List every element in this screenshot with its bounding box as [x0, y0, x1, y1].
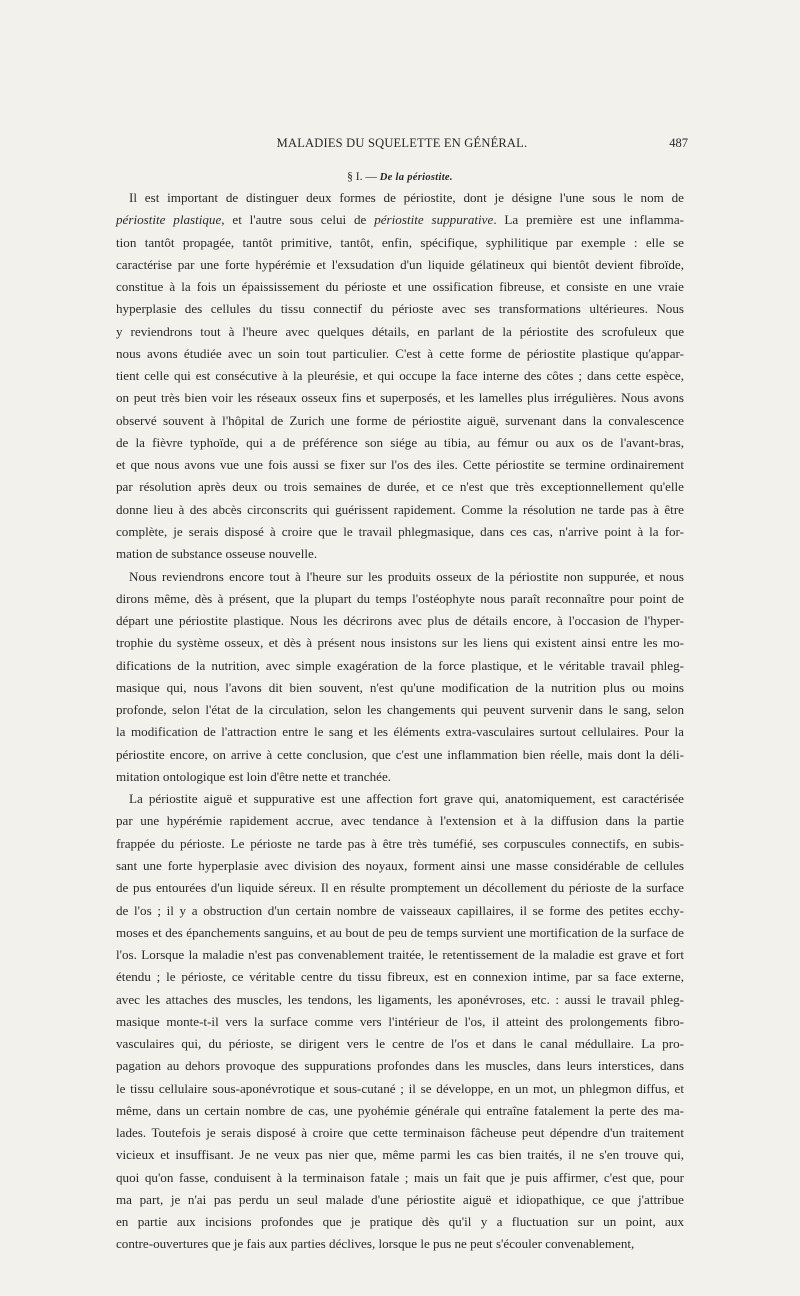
section-heading — [0, 171, 800, 183]
text-line: moses et des épanchements sanguins, et au bout de peu de temps survient une mortification de la surface de — [116, 924, 684, 940]
text-line: en partie aux incisions profondes que je pratique dès qu'il y a fluctuation sur un point, aux — [116, 1214, 684, 1230]
text-line: pagation au dehors provoque des suppurations profondes dans les muscles, dans leurs interstices, dans — [116, 1058, 684, 1074]
text-line: profonde, selon l'état de la circulation, selon les changements qui peuvent survenir dans le sang, selon — [116, 702, 684, 718]
text-line: nous avons étudiée avec un soin tout particulier. C'est à cette forme de périostite plastique qu'appar- — [116, 345, 684, 361]
text-line: même, dans un certain nombre de cas, une pyohémie générale qui entraîne fatalement la perte des ma- — [116, 1102, 684, 1118]
text-line: complète, je serais disposé à croire que le travail phlegmasique, dans ces cas, n'arrive point à la for- — [116, 523, 684, 539]
text-line: dirons même, dès à présent, que la plupart du temps l'ostéophyte nous paraît reconnaître pour point de — [116, 590, 684, 606]
text-line: de la fièvre typhoïde, qui a de préférence son siége au tibia, au fémur ou aux os de l'avant-bras, — [116, 434, 684, 450]
text-line: vasculaires qui, du périoste, se dirigent vers le centre de l'os et dans le canal médullaire. La pro- — [116, 1036, 684, 1052]
text-line: observé souvent à l'hôpital de Zurich une forme de périostite aiguë, survenant dans la convalescence — [116, 412, 684, 428]
section-marker: § I. — — [347, 171, 377, 183]
paragraph — [116, 187, 684, 566]
text-line: tion tantôt propagée, tantôt primitive, tantôt, enfin, spécifique, syphilitique par exemple : elle se — [116, 234, 684, 250]
text-line: le tissu cellulaire sous-aponévrotique et sous-cutané ; il se développe, en un mot, un phlegmon diffus, et — [116, 1080, 684, 1096]
text-line: masique qui, nous l'avons dit bien souvent, n'est qu'une modification de la nutrition plus ou moins — [116, 679, 684, 695]
text-line: lades. Toutefois je serais disposé à croire que cette terminaison fâcheuse peut dépendre d'un traitement — [116, 1125, 684, 1141]
text-line: masique monte-t-il vers la surface comme vers l'intérieur de l'os, il atteint des prolongements fibro- — [116, 1013, 684, 1029]
section-title: De la périostite. — [379, 172, 453, 183]
text-line: mation de substance osseuse nouvelle. — [116, 546, 318, 562]
text-line: difications de la nutrition, avec simple exagération de la force plastique, et le véritable travail phleg- — [116, 657, 684, 673]
text-line: frappée du périoste. Le périoste ne tarde pas à être très tuméfié, ses corpuscules connectifs, en subis- — [116, 835, 684, 851]
text-line: la modification de l'attraction entre le sang et les éléments extra-vasculaires surtout cellulaires. Pour la — [116, 724, 684, 740]
text-line: Il est important de distinguer deux formes de périostite, dont je désigne l'une sous le nom de — [129, 190, 684, 205]
text-line: étendu ; le périoste, ce véritable centre du tissu fibreux, est en connexion intime, par sa face externe, — [116, 969, 684, 985]
text-line: périostite plastique, et l'autre sous celui de périostite suppurative. La première est une inflamma- — [116, 212, 685, 228]
text-line: par une hypérémie rapidement accrue, avec tendance à l'extension et à la diffusion dans la partie — [116, 813, 684, 829]
text-line: l'os. Lorsque la maladie n'est pas convenablement traitée, le retentissement de la maladie est grave et fort — [116, 947, 684, 963]
text-line: caractérise par une forte hypérémie et l'exsudation d'un liquide gélatineux qui bientôt devient fibroïde, — [116, 256, 684, 272]
text-line: hyperplasie des cellules du tissu connectif du périoste avec ses transformations ultérieures. Nous — [116, 301, 684, 317]
text-line: constitue à la fois un épaississement du périoste et une ossification fibreuse, et consiste en une vraie — [116, 279, 684, 295]
text-line: quoi qu'on fasse, conduisent à la terminaison fatale ; mais un fait que je puis affirmer, c'est que, pour — [116, 1169, 684, 1185]
text-line: ma part, je n'ai pas perdu un seul malade d'une périostite aiguë et idiopathique, ce que j'attribue — [116, 1191, 684, 1207]
text-line: tient celle qui est consécutive à la pleurésie, et qui occupe la face interne des côtes ; dans cette espèce, — [116, 368, 684, 384]
running-title: MALADIES DU SQUELETTE EN GÉNÉRAL. — [276, 136, 528, 150]
text-line: Nous reviendrons encore tout à l'heure sur les produits osseux de la périostite non suppurée, et nous — [129, 568, 684, 584]
text-line: on peut très bien voir les réseaux osseux fins et superposés, et les lamelles plus irrégulières. Nous avons — [116, 390, 684, 406]
text-line: et que nous avons vue une fois aussi se fixer sur l'os des iles. Cette périostite se termine ordinairement — [116, 457, 684, 473]
text-line: contre-ouvertures que je fais aux parties déclives, lorsque le pus ne peut s'écouler convenablement, — [116, 1236, 635, 1252]
running-head — [116, 136, 688, 156]
text-line: y reviendrons tout à l'heure avec quelques détails, en parlant de la périostite des scrofuleux que — [116, 323, 684, 339]
text-line: de pus entourées d'un liquide séreux. Il en résulte promptement un décollement du périoste de la surface — [116, 880, 684, 896]
body-text — [116, 187, 684, 1256]
text-line: vicieux et insuffisant. Je ne veux pas nier que, même parmi les cas bien traités, il ne s'en trouve qui, — [116, 1147, 684, 1163]
text-line: trophie du système osseux, et dès à présent nous insistons sur les liens qui existent ainsi entre les mo- — [116, 635, 684, 651]
text-line: départ une périostite plastique. Nous les décrirons avec plus de détails encore, à l'occasion de l'hyper- — [116, 613, 684, 629]
text-line: La périostite aiguë et suppurative est une affection fort grave qui, anatomiquement, est caractérisée — [129, 791, 684, 807]
page-number: 487 — [669, 136, 688, 150]
text-line: par résolution après deux ou trois semaines de durée, et ce n'est que très exceptionnellement qu'elle — [116, 479, 684, 495]
text-line: donne lieu à des abcès circonscrits qui guérissent rapidement. Comme la résolution ne tarde pas à être — [116, 501, 684, 517]
paragraph — [116, 788, 684, 1256]
text-line: de l'os ; il y a obstruction d'un certain nombre de vaisseaux capillaires, il se forme des petites ecchy- — [116, 902, 684, 918]
text-line: avec les attaches des muscles, les tendons, les ligaments, les aponévroses, etc. : aussi le travail phleg- — [116, 991, 684, 1007]
text-line: mitation ontologique est loin d'être nette et tranchée. — [116, 768, 392, 784]
text-line: périostite encore, on arrive à cette conclusion, que c'est une inflammation bien réelle, mais dont la déli- — [116, 746, 684, 762]
paragraph — [116, 566, 684, 789]
text-line: sant une forte hyperplasie avec division des noyaux, forment ainsi une masse considérable de cellules — [116, 857, 684, 873]
